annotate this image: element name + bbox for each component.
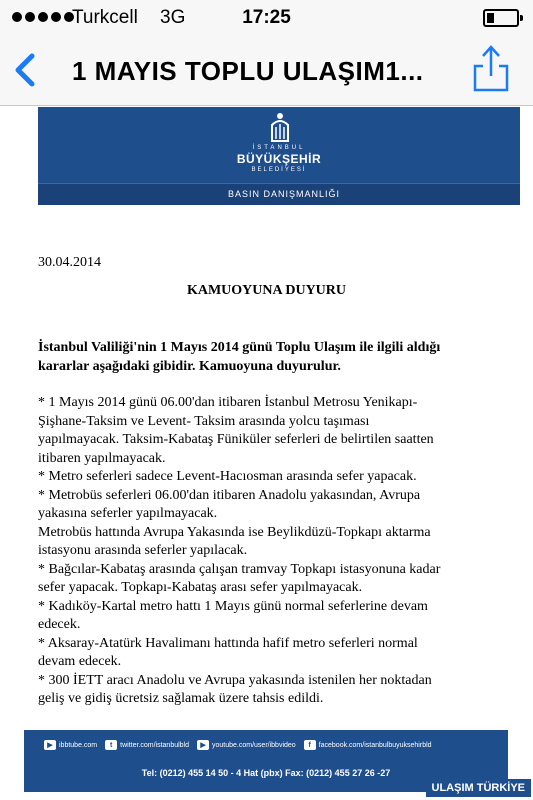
- body-line: itibaren yapılmayacak.: [38, 450, 166, 466]
- facebook-icon: f: [304, 740, 316, 750]
- chevron-left-icon: [6, 46, 46, 94]
- social-links: [44, 740, 432, 750]
- body-line: devam edecek.: [38, 654, 122, 669]
- body-line: * Kadıköy-Kartal metro hattı 1 Mayıs günü normal seferlerine devam: [38, 598, 428, 614]
- social-link: [44, 740, 97, 750]
- logo-bottom-text: BELEDİYESİ: [251, 167, 307, 173]
- share-icon: [471, 42, 511, 94]
- announcement-body: [38, 394, 513, 709]
- watermark-label: ULAŞIM TÜRKİYE: [426, 779, 532, 797]
- share-button[interactable]: [471, 42, 511, 94]
- ibb-logo-icon: [268, 111, 292, 143]
- page-title: 1 MAYIS TOPLU ULAŞIM1...: [72, 56, 424, 86]
- body-line: Metrobüs hattında Avrupa Yakasında ise Beylikdüzü-Topkapı aktarma: [38, 524, 431, 540]
- intro-line: kararlar aşağıdaki gibidir. Kamuoyuna duyurulur.: [38, 359, 341, 374]
- body-line: * Metrobüs seferleri 06.00'dan itibaren Anadolu yakasından, Avrupa: [38, 487, 421, 503]
- body-line: * 300 İETT aracı Anadolu ve Avrupa yakasında istenilen her noktadan: [38, 672, 432, 688]
- body-line: yapılmayacak. Taksim-Kabataş Füniküler seferleri de belirtilen saatten: [38, 432, 434, 447]
- social-link: [105, 740, 189, 750]
- body-line: Şişhane-Taksim ve Levent- Taksim arasında yolcu taşıması: [38, 413, 370, 429]
- status-bar: [0, 0, 533, 36]
- ibb-tube-icon: ▶: [44, 740, 56, 750]
- document-date: 30.04.2014: [38, 255, 101, 270]
- announcement-document: [0, 107, 533, 800]
- intro-line: İstanbul Valiliği'nin 1 Mayıs 2014 günü Toplu Ulaşım ile ilgili aldığı: [38, 340, 441, 355]
- social-link: [304, 740, 432, 750]
- social-link-text: facebook.com/istanbulbuyuksehirbld: [318, 741, 432, 749]
- network-type: 3G: [160, 7, 186, 28]
- body-line: * 1 Mayıs 2014 günü 06.00'dan itibaren İstanbul Metrosu Yenikapı-: [38, 395, 418, 410]
- body-line: edecek.: [38, 617, 81, 632]
- social-link-text: youtube.com/user/ibbvideo: [212, 741, 296, 749]
- logo-top-text: İSTANBUL: [252, 145, 306, 151]
- status-time: 17:25: [242, 7, 291, 28]
- battery-icon: [483, 9, 519, 27]
- back-button[interactable]: [6, 46, 46, 94]
- body-line: geliş ve gidiş ücretsiz sağlamak üzere tahsis edildi.: [38, 691, 324, 706]
- contact-phones: Tel: (0212) 455 14 50 - 4 Hat (pbx) Fax: (0212) 455 27 26 -27: [141, 768, 391, 778]
- body-line: * Metro seferleri sadece Levent-Hacıosman arasında sefer yapacak.: [38, 469, 417, 484]
- body-line: * Bağcılar-Kabataş arasında çalışan tramvay Topkapı istasyonuna kadar: [38, 561, 441, 577]
- body-line: sefer yapacak. Topkapı-Kabataş arası sefer yapılmayacak.: [38, 580, 363, 595]
- document-header: [38, 107, 520, 205]
- department-strip: [38, 183, 520, 205]
- document-heading: KAMUOYUNA DUYURU: [186, 283, 347, 298]
- social-link-text: ibbtube.com: [59, 741, 98, 749]
- youtube-icon: ▶: [197, 740, 209, 750]
- body-line: istasyonu arasında seferler yapılacak.: [38, 543, 248, 558]
- social-link-text: twitter.com/istanbulbld: [120, 741, 190, 749]
- logo-name: BÜYÜKŞEHİR: [236, 152, 322, 166]
- body-line: * Aksaray-Atatürk Havalimanı hattında hafif metro seferleri normal: [38, 635, 418, 651]
- department-name: BASIN DANIŞMANLIĞI: [228, 189, 341, 199]
- social-link: [197, 740, 296, 750]
- twitter-icon: t: [105, 740, 117, 750]
- intro-paragraph: [38, 338, 513, 376]
- navigation-bar: [0, 36, 533, 106]
- body-line: yakasına seferler yapılmayacak.: [38, 506, 218, 521]
- carrier-name: Turkcell: [72, 7, 138, 28]
